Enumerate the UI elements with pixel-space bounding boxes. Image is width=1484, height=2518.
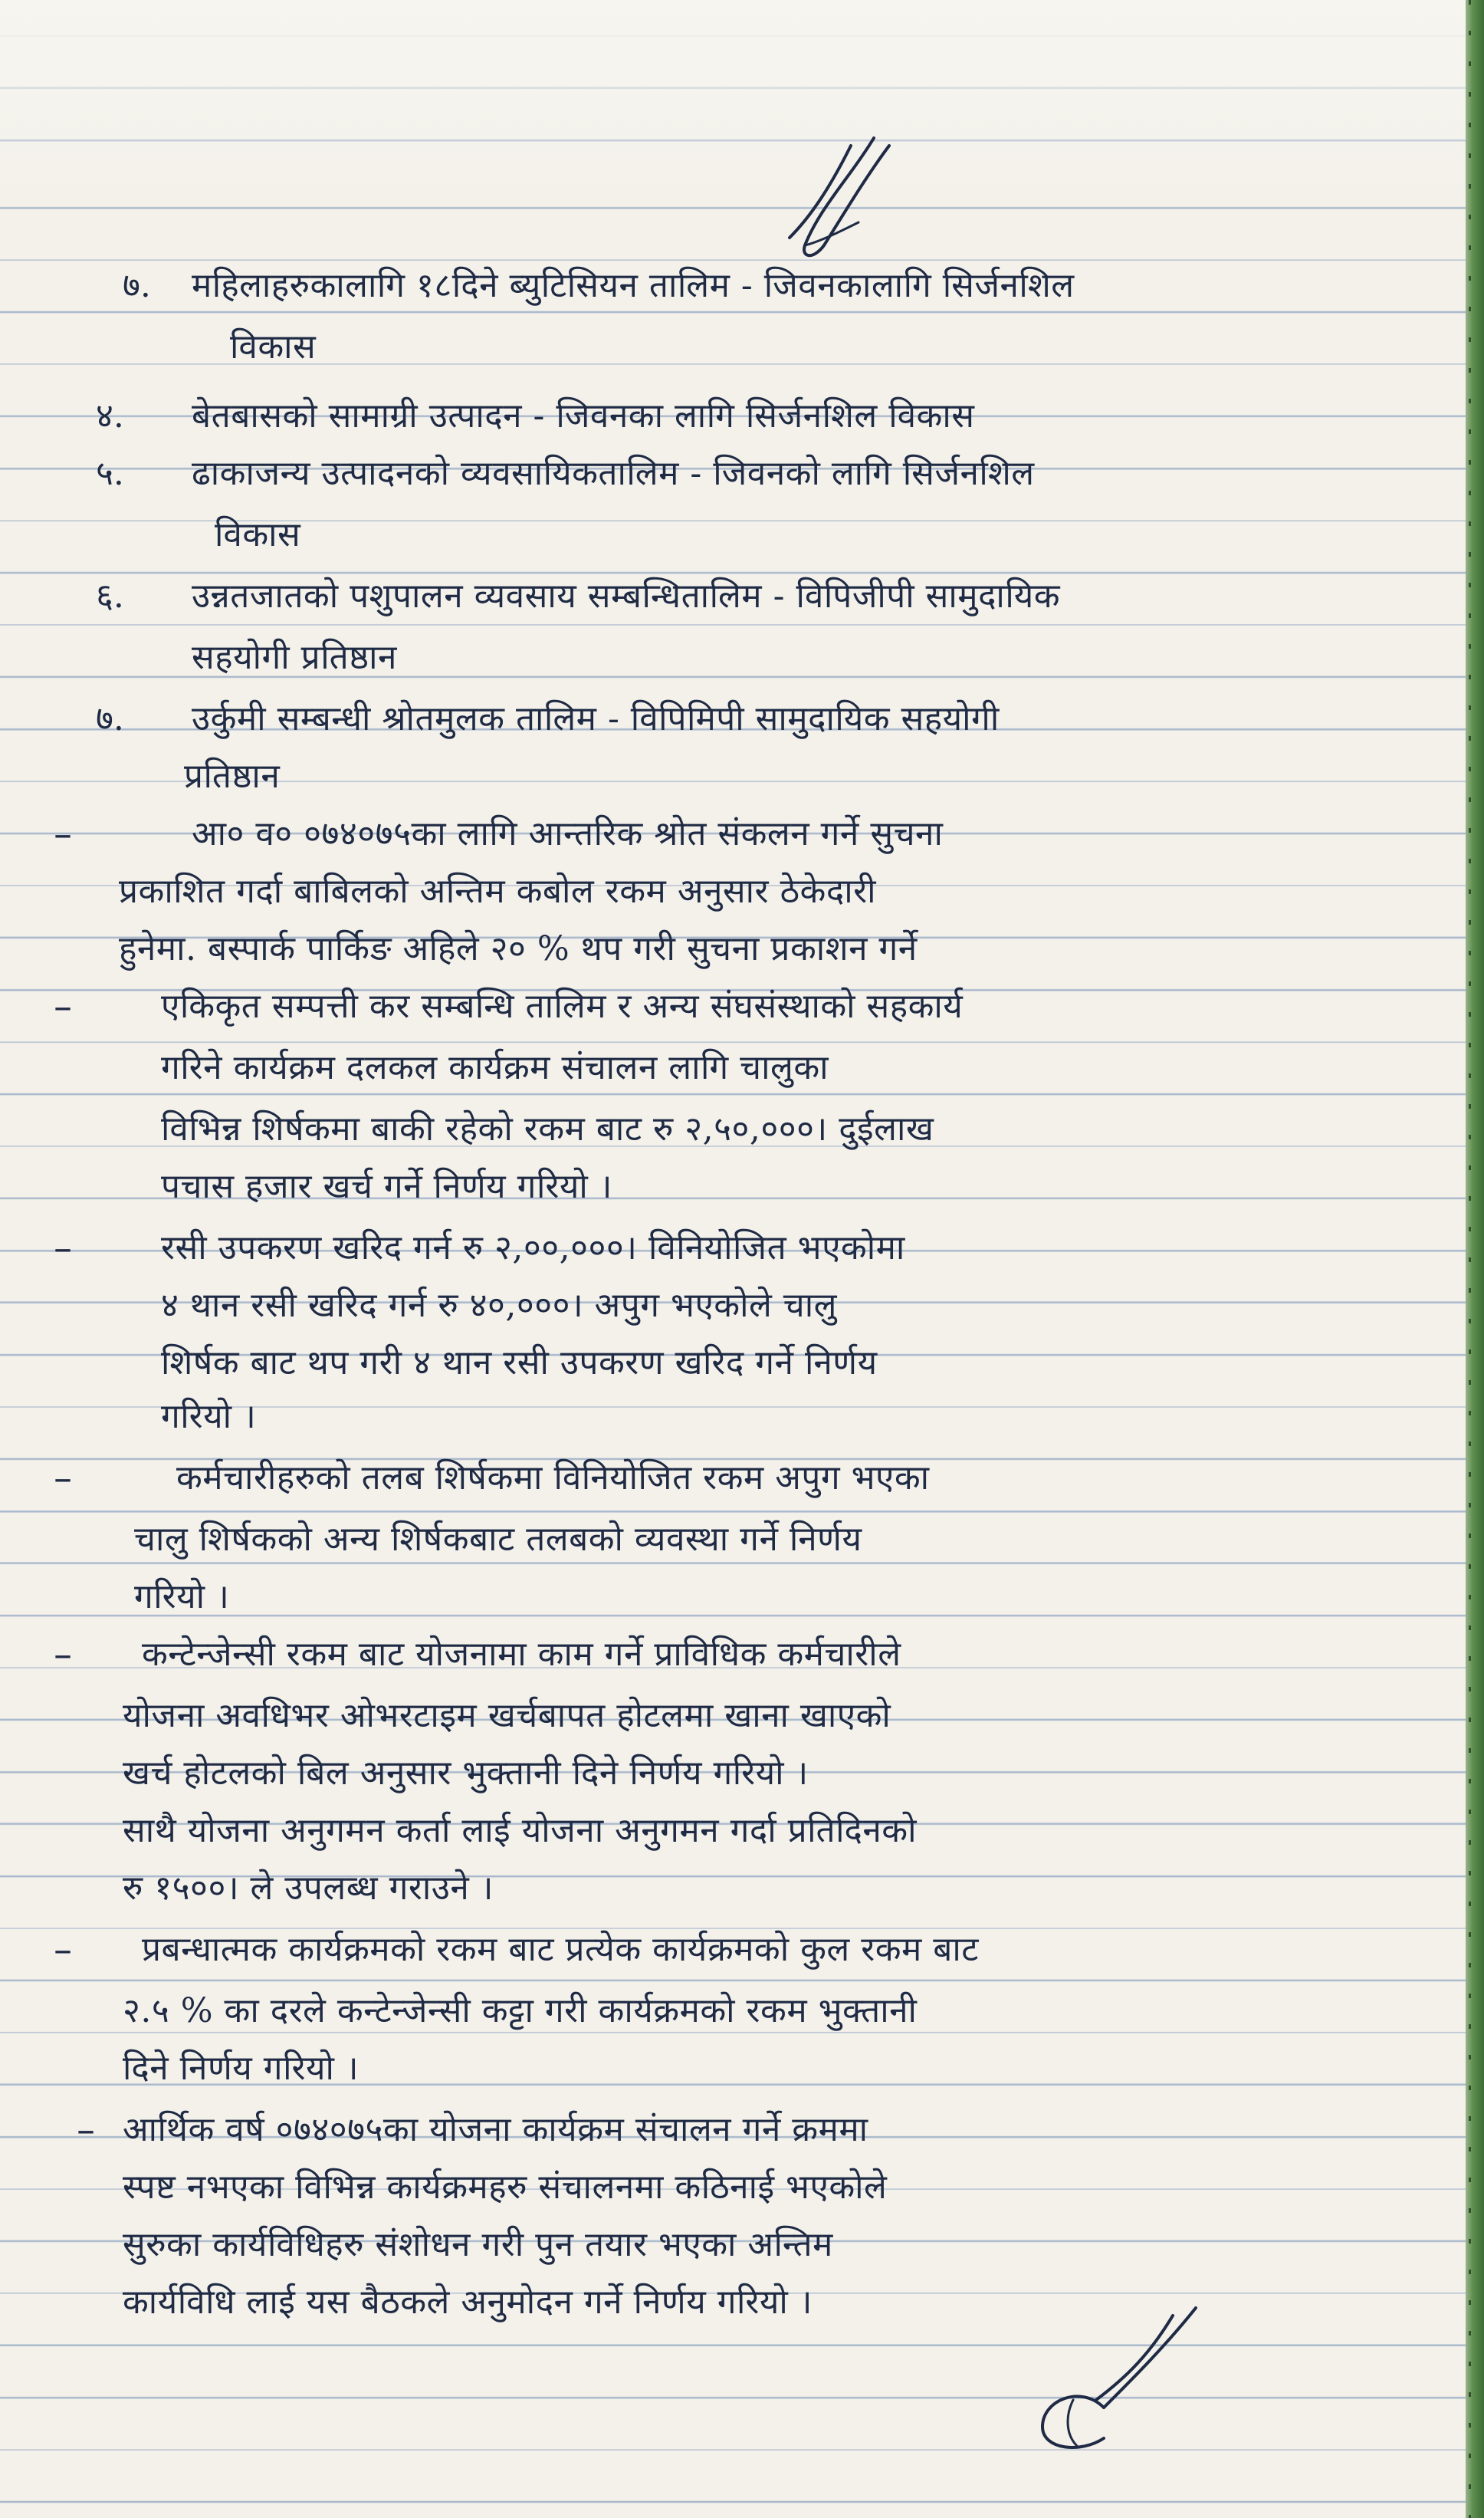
decision-line: आ० व० ०७४०७५का लागि आन्तरिक श्रोत संकलन गर्ने सुचना: [192, 814, 944, 853]
decision-line: शिर्षक बाट थप गरी ४ थान रसी उपकरण खरिद गर्ने निर्णय: [161, 1343, 878, 1382]
decision-line: दिने निर्णय गरियो ।: [123, 2049, 360, 2088]
decision-line: योजना अवधिभर ओभरटाइम खर्चबापत होटलमा खाना खाएको: [123, 1696, 891, 1735]
decision-line: गरिने कार्यक्रम दलकल कार्यक्रम संचालन लागि चालुका: [161, 1048, 829, 1087]
decision-line: सुरुका कार्यविधिहरु संशोधन गरी पुन तयार भएका अन्तिम: [123, 2225, 833, 2264]
decision-line: पचास हजार खर्च गर्ने निर्णय गरियो ।: [161, 1167, 612, 1206]
decision-line: एकिकृत सम्पत्ती कर सम्बन्धि तालिम र अन्य संघसंस्थाको सहकार्य: [161, 987, 964, 1026]
decision-dash: –: [54, 1227, 72, 1270]
decision-line: रसी उपकरण खरिद गर्न रु २,००,०००। विनियोजित भएकोमा: [161, 1228, 905, 1267]
decision-line: विभिन्न शिर्षकमा बाकी रहेको रकम बाट रु २,५०,०००। दुईलाख: [161, 1109, 934, 1149]
decision-line: कन्टेन्जेन्सी रकम बाट योजनामा काम गर्ने प्राविधिक कर्मचारीले: [142, 1635, 901, 1674]
decision-line: प्रकाशित गर्दा बाबिलको अन्तिम कबोल रकम अनुसार ठेकेदारी: [119, 872, 876, 911]
decision-dash: –: [54, 1928, 72, 1971]
decision-line: आर्थिक वर्ष ०७४०७५का योजना कार्यक्रम संचालन गर्ने क्रममा: [123, 2110, 868, 2149]
notebook-spine: [1466, 0, 1484, 2518]
item-line: विकास: [230, 327, 317, 367]
item-marker: ७.: [123, 266, 151, 305]
item-line: सहयोगी प्रतिष्ठान: [192, 638, 397, 677]
decision-line: २.५ % का दरले कन्टेन्जेन्सी कट्टा गरी कार्यक्रमको रकम भुक्तानी: [123, 1991, 918, 2030]
item-line: प्रतिष्ठान: [184, 757, 281, 796]
item-marker: ४.: [96, 396, 124, 436]
decision-line: साथै योजना अनुगमन कर्ता लाई योजना अनुगमन गर्दा प्रतिदिनको: [123, 1811, 917, 1850]
item-line: महिलाहरुकालागि १८दिने ब्युटिसियन तालिम - जिवनकालागि सिर्जनशिल: [192, 266, 1075, 305]
decision-line: प्रबन्धात्मक कार्यक्रमको रकम बाट प्रत्येक कार्यक्रमको कुल रकम बाट: [142, 1930, 979, 1969]
decision-dash: –: [54, 813, 72, 856]
decision-line: चालु शिर्षकको अन्य शिर्षकबाट तलबको व्यवस्था गर्ने निर्णय: [134, 1520, 862, 1559]
item-line: ढाकाजन्य उत्पादनको व्यवसायिकतालिम - जिवनको लागि सिर्जनशिल: [192, 454, 1035, 493]
item-marker: ५.: [96, 454, 124, 493]
item-marker: ६.: [96, 577, 124, 616]
decision-line: ४ थान रसी खरिद गर्न रु ४०,०००। अपुग भएकोले चालु: [161, 1286, 837, 1325]
item-line: उर्कुमी सम्बन्धी श्रोतमुलक तालिम - विपिमिपी सामुदायिक सहयोगी: [192, 699, 1000, 738]
decision-line: खर्च होटलको बिल अनुसार भुक्तानी दिने निर्णय गरियो ।: [123, 1754, 809, 1793]
decision-dash: –: [54, 1633, 72, 1676]
signature-top: [759, 130, 920, 268]
decision-line: गरियो ।: [134, 1577, 230, 1616]
decision-dash: –: [77, 2109, 95, 2151]
item-line: विकास: [215, 515, 301, 554]
item-marker: ७.: [96, 699, 124, 738]
decision-line: हुनेमा. बस्पार्क पार्किङ अहिले २० % थप गरी सुचना प्रकाशन गर्ने: [119, 929, 918, 968]
decision-dash: –: [54, 1457, 72, 1500]
item-line: उन्नतजातको पशुपालन व्यवसाय सम्बन्धितालिम - विपिजीपी सामुदायिक: [192, 577, 1061, 616]
decision-line: कर्मचारीहरुको तलब शिर्षकमा विनियोजित रकम अपुग भएका: [176, 1458, 930, 1497]
decision-dash: –: [54, 985, 72, 1028]
signature-bottom: [1019, 2293, 1219, 2469]
decision-line: कार्यविधि लाई यस बैठकले अनुमोदन गर्ने निर्णय गरियो ।: [123, 2283, 813, 2322]
decision-line: गरियो ।: [161, 1397, 257, 1436]
decision-line: रु १५००। ले उपलब्ध गराउने ।: [123, 1869, 494, 1908]
decision-line: स्पष्ट नभएका विभिन्न कार्यक्रमहरु संचालनमा कठिनाई भएकोले: [123, 2168, 888, 2207]
item-line: बेतबासको सामाग्री उत्पादन - जिवनका लागि सिर्जनशिल विकास: [192, 396, 975, 436]
